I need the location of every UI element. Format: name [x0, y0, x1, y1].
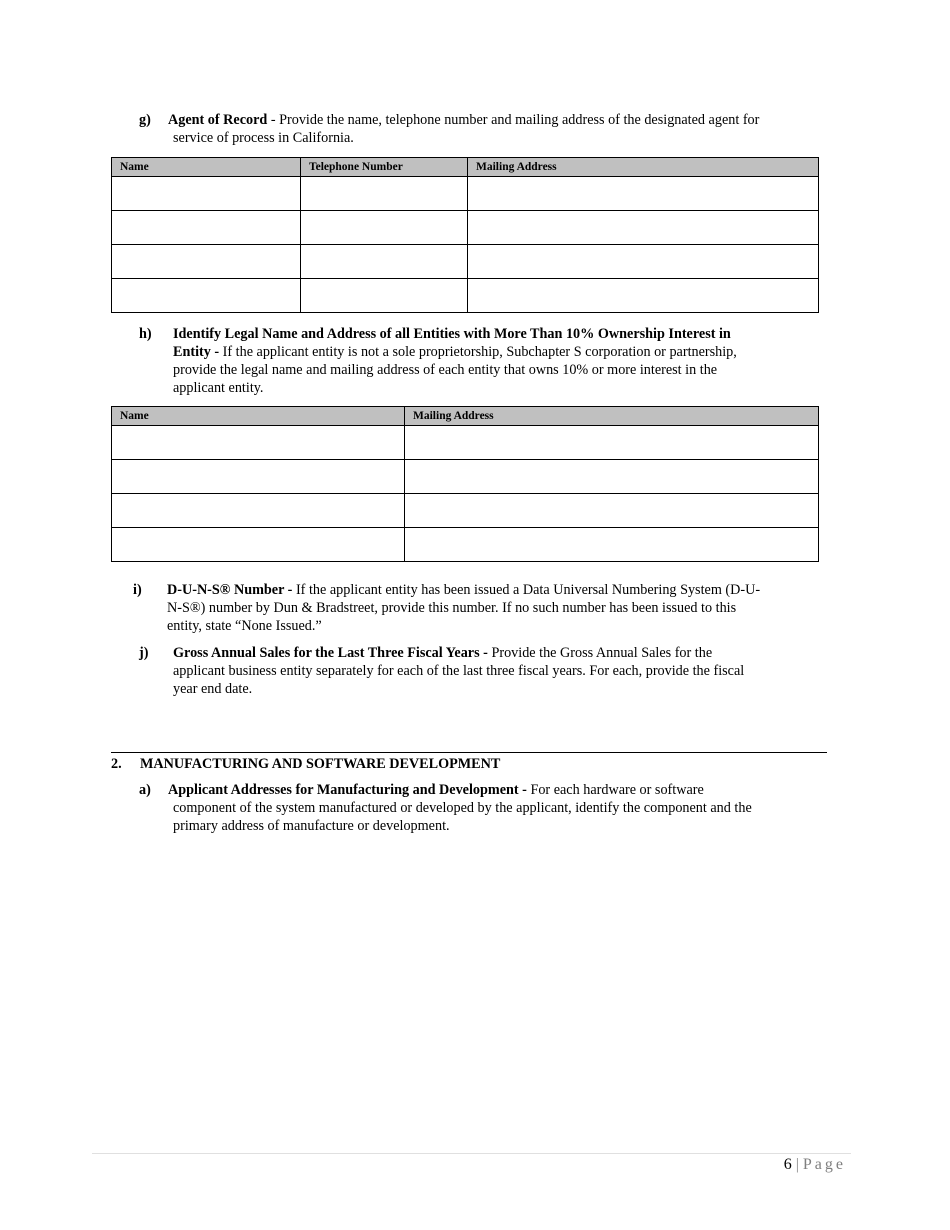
item-i-desc-2: N-S®) number by Dun & Bradstreet, provide this number. If no such number has been issued to this: [167, 600, 737, 616]
mailing-address-cell: [405, 494, 819, 528]
footer-divider: [92, 1153, 851, 1154]
item-i-title: D-U-N-S® Number -: [167, 582, 293, 598]
column-header-mailing-address: Mailing Address: [468, 158, 819, 177]
item-j-desc-3: year end date.: [173, 681, 253, 697]
table-header-row: [112, 158, 819, 177]
item-h-marker: h): [139, 326, 152, 342]
entity-address-input[interactable]: [411, 495, 816, 527]
item-j-title: Gross Annual Sales for the Last Three Fiscal Years -: [173, 645, 488, 661]
ownership-interest-table: [111, 406, 819, 562]
table-row: [112, 426, 819, 460]
item-2a-desc-3: primary address of manufacture or development.: [173, 818, 450, 834]
agent-name-input[interactable]: [118, 246, 298, 278]
table-row: [112, 177, 819, 211]
item-2a-desc-2: component of the system manufactured or developed by the applicant, identify the component and the: [173, 800, 752, 816]
mailing-address-cell: [405, 460, 819, 494]
item-g-title: Agent of Record: [168, 112, 268, 128]
table-row: [112, 528, 819, 562]
table-row: [112, 460, 819, 494]
agent-telephone-input[interactable]: [307, 246, 465, 278]
agent-name-input[interactable]: [118, 178, 298, 210]
item-g-desc-2: service of process in California.: [173, 130, 354, 146]
entity-address-input[interactable]: [411, 427, 816, 459]
footer-separator: |: [795, 1156, 799, 1173]
mailing-address-cell: [468, 211, 819, 245]
name-cell: [112, 528, 405, 562]
agent-address-input[interactable]: [474, 280, 816, 312]
agent-name-input[interactable]: [118, 280, 298, 312]
name-cell: [112, 211, 301, 245]
column-header-name: Name: [112, 158, 301, 177]
item-g-desc-1: - Provide the name, telephone number and mailing address of the designated agent for: [267, 112, 760, 128]
agent-address-input[interactable]: [474, 246, 816, 278]
name-cell: [112, 245, 301, 279]
table-row: [112, 279, 819, 313]
agent-address-input[interactable]: [474, 212, 816, 244]
page-footer: [784, 1155, 846, 1175]
mailing-address-cell: [468, 279, 819, 313]
agent-of-record-table: [111, 157, 819, 313]
item-2a-title: Applicant Addresses for Manufacturing and Development -: [168, 782, 527, 798]
entity-name-input[interactable]: [118, 529, 402, 561]
section-2-title: MANUFACTURING AND SOFTWARE DEVELOPMENT: [140, 756, 501, 772]
telephone-cell: [301, 279, 468, 313]
item-2a-desc-1: For each hardware or software: [526, 782, 704, 798]
name-cell: [112, 279, 301, 313]
page-number: 6: [783, 1156, 792, 1173]
item-h-desc-3: applicant entity.: [173, 380, 264, 396]
agent-telephone-input[interactable]: [307, 178, 465, 210]
entity-name-input[interactable]: [118, 427, 402, 459]
telephone-cell: [301, 211, 468, 245]
agent-name-input[interactable]: [118, 212, 298, 244]
entity-name-input[interactable]: [118, 461, 402, 493]
item-2a-marker: a): [139, 782, 151, 798]
mailing-address-cell: [405, 426, 819, 460]
mailing-address-cell: [405, 528, 819, 562]
entity-name-input[interactable]: [118, 495, 402, 527]
item-h-desc-1: If the applicant entity is not a sole proprietorship, Subchapter S corporation or partnership,: [219, 344, 737, 360]
section-2-number: 2.: [111, 756, 122, 772]
name-cell: [112, 426, 405, 460]
table-row: [112, 211, 819, 245]
name-cell: [112, 460, 405, 494]
column-header-telephone: Telephone Number: [301, 158, 468, 177]
name-cell: [112, 494, 405, 528]
telephone-cell: [301, 245, 468, 279]
column-header-name: Name: [112, 407, 405, 426]
item-i-marker: i): [133, 582, 142, 598]
item-i-desc-3: entity, state “None Issued.”: [167, 618, 322, 634]
entity-address-input[interactable]: [411, 529, 816, 561]
page-label: Page: [802, 1156, 846, 1173]
item-h-title-1: Identify Legal Name and Address of all Entities with More Than 10% Ownership Interest in: [173, 326, 731, 342]
agent-telephone-input[interactable]: [307, 280, 465, 312]
item-h-title-2: Entity -: [173, 344, 220, 360]
table-header-row: [112, 407, 819, 426]
agent-telephone-input[interactable]: [307, 212, 465, 244]
entity-address-input[interactable]: [411, 461, 816, 493]
telephone-cell: [301, 177, 468, 211]
item-h-desc-2: provide the legal name and mailing address of each entity that owns 10% or more interest in the: [173, 362, 718, 378]
item-j-desc-2: applicant business entity separately for each of the last three fiscal years. For each, provide the fiscal: [173, 663, 745, 679]
item-g-marker: g): [139, 112, 151, 128]
item-j-desc-1: Provide the Gross Annual Sales for the: [487, 645, 713, 661]
mailing-address-cell: [468, 245, 819, 279]
item-j-marker: j): [139, 645, 149, 661]
table-row: [112, 494, 819, 528]
section-divider: [111, 752, 827, 753]
name-cell: [112, 177, 301, 211]
column-header-mailing-address: Mailing Address: [405, 407, 819, 426]
agent-address-input[interactable]: [474, 178, 816, 210]
mailing-address-cell: [468, 177, 819, 211]
item-i-desc-1: If the applicant entity has been issued a Data Universal Numbering System (D-U-: [292, 582, 761, 598]
table-row: [112, 245, 819, 279]
